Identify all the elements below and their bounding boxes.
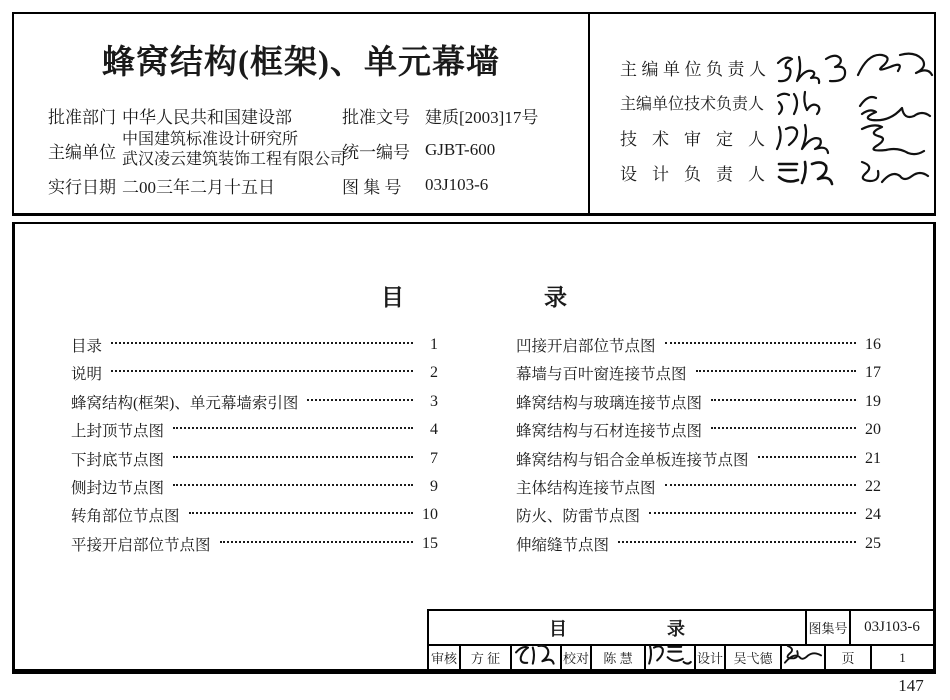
signature-designer-name [772, 154, 854, 192]
unified-no-value: GJBT-600 [425, 140, 496, 159]
dot-leader [758, 456, 856, 458]
proof-name: 陈 慧 [590, 646, 644, 669]
toc-entry-page: 16 [865, 336, 881, 353]
toc-entry [71, 451, 438, 467]
dot-leader [649, 512, 856, 514]
dot-leader [111, 370, 413, 372]
editor-unit-value [122, 130, 347, 170]
signature-examiner-flourish [854, 119, 936, 157]
toc-entry-title: 说明 [71, 366, 103, 384]
title-block [427, 609, 933, 669]
toc-entry-page: 24 [865, 506, 881, 524]
toc-heading-char1: 目 [381, 285, 404, 310]
dot-leader [220, 541, 413, 543]
dot-leader [111, 342, 413, 344]
signature-chief-name [772, 49, 854, 87]
signatory-rows [620, 50, 928, 190]
atlas-number-value: 03J103-6 [849, 611, 933, 644]
design-name: 吴弋德 [724, 646, 780, 669]
toc-entry [516, 364, 881, 384]
role-tech-label: 主编单位技术负责人 [620, 96, 765, 113]
dot-leader [189, 512, 413, 514]
atlas-no-value: 03J103-6 [425, 175, 489, 194]
signatory-row-chief [620, 50, 928, 85]
toc-entry-title: 蜂窝结构与玻璃连接节点图 [516, 394, 703, 412]
toc-entry [71, 364, 438, 384]
signatory-row-tech [620, 85, 928, 120]
header-box [12, 12, 936, 216]
signature-chief-flourish [854, 49, 936, 87]
toc-heading [15, 279, 933, 312]
implement-date-value: 二00三年二月十五日 [122, 177, 275, 197]
info-row-editor [48, 128, 580, 172]
approval-dept-label: 批准部门 [48, 107, 116, 127]
dot-leader [173, 427, 413, 429]
editor-unit-line2: 武汉凌云建筑装饰工程有限公司 [122, 151, 347, 168]
implement-date-label: 实行日期 [48, 177, 116, 197]
toc-entry-page: 17 [865, 364, 881, 382]
toc-heading-char2: 录 [544, 285, 567, 310]
sheet-title-char2: 录 [667, 618, 685, 639]
editor-unit-line1: 中国建筑标准设计研究所 [122, 131, 299, 148]
toc-entry-title: 侧封边节点图 [71, 479, 165, 497]
main-content-box [12, 222, 936, 674]
toc-entry-page: 10 [422, 506, 438, 524]
design-signature [780, 646, 824, 669]
toc-entry-title: 平接开启部位节点图 [71, 536, 211, 554]
review-label: 审核 [430, 651, 457, 666]
dot-leader [696, 370, 856, 372]
toc-entry-page: 19 [865, 392, 881, 410]
toc-entry [71, 536, 438, 552]
toc-entry [71, 337, 438, 353]
toc-entry-page: 21 [865, 449, 881, 467]
toc-entry-page: 15 [422, 534, 438, 552]
role-examiner-label: 技术审定人 [620, 130, 780, 149]
header-left-panel [14, 14, 590, 213]
toc-entry [71, 479, 438, 495]
toc-entry-title: 转角部位节点图 [71, 508, 180, 526]
toc-entry-title: 目录 [71, 338, 103, 355]
approval-no-value: 建质[2003]17号 [425, 107, 539, 127]
review-signature [510, 646, 560, 669]
toc-entry-page: 22 [865, 477, 881, 495]
toc-entry [516, 394, 881, 410]
toc-entry-title: 主体结构连接节点图 [516, 479, 656, 497]
toc-entry [71, 506, 438, 526]
toc-entry [516, 421, 881, 441]
toc-entry-page: 4 [430, 421, 438, 439]
toc-entry [516, 536, 881, 552]
toc-entry-title: 伸缩缝节点图 [516, 536, 610, 554]
info-row-approval [48, 102, 580, 128]
dot-leader [307, 399, 413, 401]
toc-entry-page: 1 [430, 336, 438, 353]
toc-entry-title: 凹接开启部位节点图 [516, 338, 656, 355]
atlas-number-label: 图集号 [805, 611, 849, 644]
toc-entry [516, 337, 881, 353]
dot-leader [173, 456, 413, 458]
document-title: 蜂窝结构(框架)、单元幕墙 [102, 45, 500, 81]
toc-entry-page: 20 [865, 421, 881, 439]
toc-entry [71, 394, 438, 410]
signature-tech-flourish [854, 84, 936, 122]
review-name: 方 征 [459, 646, 510, 669]
info-row-date [48, 172, 580, 198]
header-signatories-panel [590, 14, 934, 213]
toc-column-left [71, 337, 438, 564]
dot-leader [665, 484, 856, 486]
toc-column-right [516, 337, 881, 564]
toc-entry-title: 蜂窝结构与铝合金单板连接节点图 [516, 451, 749, 469]
header-info-grid [48, 102, 580, 198]
corner-page-number: 147 [898, 676, 924, 695]
toc-entry-title: 蜂窝结构(框架)、单元幕墙索引图 [71, 394, 299, 412]
page-label: 页 [824, 646, 870, 669]
toc-entry [71, 421, 438, 441]
toc-entry-page: 3 [430, 392, 438, 410]
atlas-no-label: 图 集 号 [342, 177, 402, 197]
toc-entry-title: 蜂窝结构与石材连接节点图 [516, 423, 703, 441]
role-designer-label: 设计负责人 [620, 165, 780, 184]
sheet-title-char1: 目 [549, 618, 567, 639]
toc-entry-title: 幕墙与百叶窗连接节点图 [516, 366, 687, 384]
proof-signature [644, 646, 694, 669]
toc-columns [71, 337, 881, 564]
proof-label: 校对 [560, 646, 590, 669]
toc-entry-page: 7 [430, 449, 438, 467]
dot-leader [711, 427, 856, 429]
role-chief-label: 主编单位负责人 [620, 60, 771, 79]
signature-tech-name [772, 84, 854, 122]
toc-entry [516, 506, 881, 526]
signature-designer-flourish [854, 154, 936, 192]
toc-entry-page: 2 [430, 364, 438, 382]
signature-examiner-name [772, 119, 854, 157]
design-label: 设计 [694, 646, 724, 669]
editor-unit-label: 主编单位 [48, 142, 116, 162]
sheet-title [429, 611, 805, 644]
dot-leader [665, 342, 856, 344]
approval-no-label: 批准文号 [342, 107, 410, 127]
signatory-row-examiner [620, 120, 928, 155]
unified-no-label: 统一编号 [342, 142, 410, 162]
toc-entry-title: 上封顶节点图 [71, 423, 165, 441]
toc-entry-page: 9 [430, 477, 438, 495]
toc-entry-page: 25 [865, 534, 881, 552]
toc-entry [516, 451, 881, 467]
dot-leader [173, 484, 413, 486]
approval-dept-value: 中华人民共和国建设部 [122, 107, 292, 127]
toc-entry [516, 479, 881, 495]
dot-leader [711, 399, 856, 401]
dot-leader [618, 541, 856, 543]
page-value: 1 [870, 646, 933, 669]
signatory-row-designer [620, 155, 928, 190]
toc-entry-title: 防火、防雷节点图 [516, 508, 641, 526]
toc-entry-title: 下封底节点图 [71, 451, 165, 469]
title-block-row2 [429, 646, 933, 669]
